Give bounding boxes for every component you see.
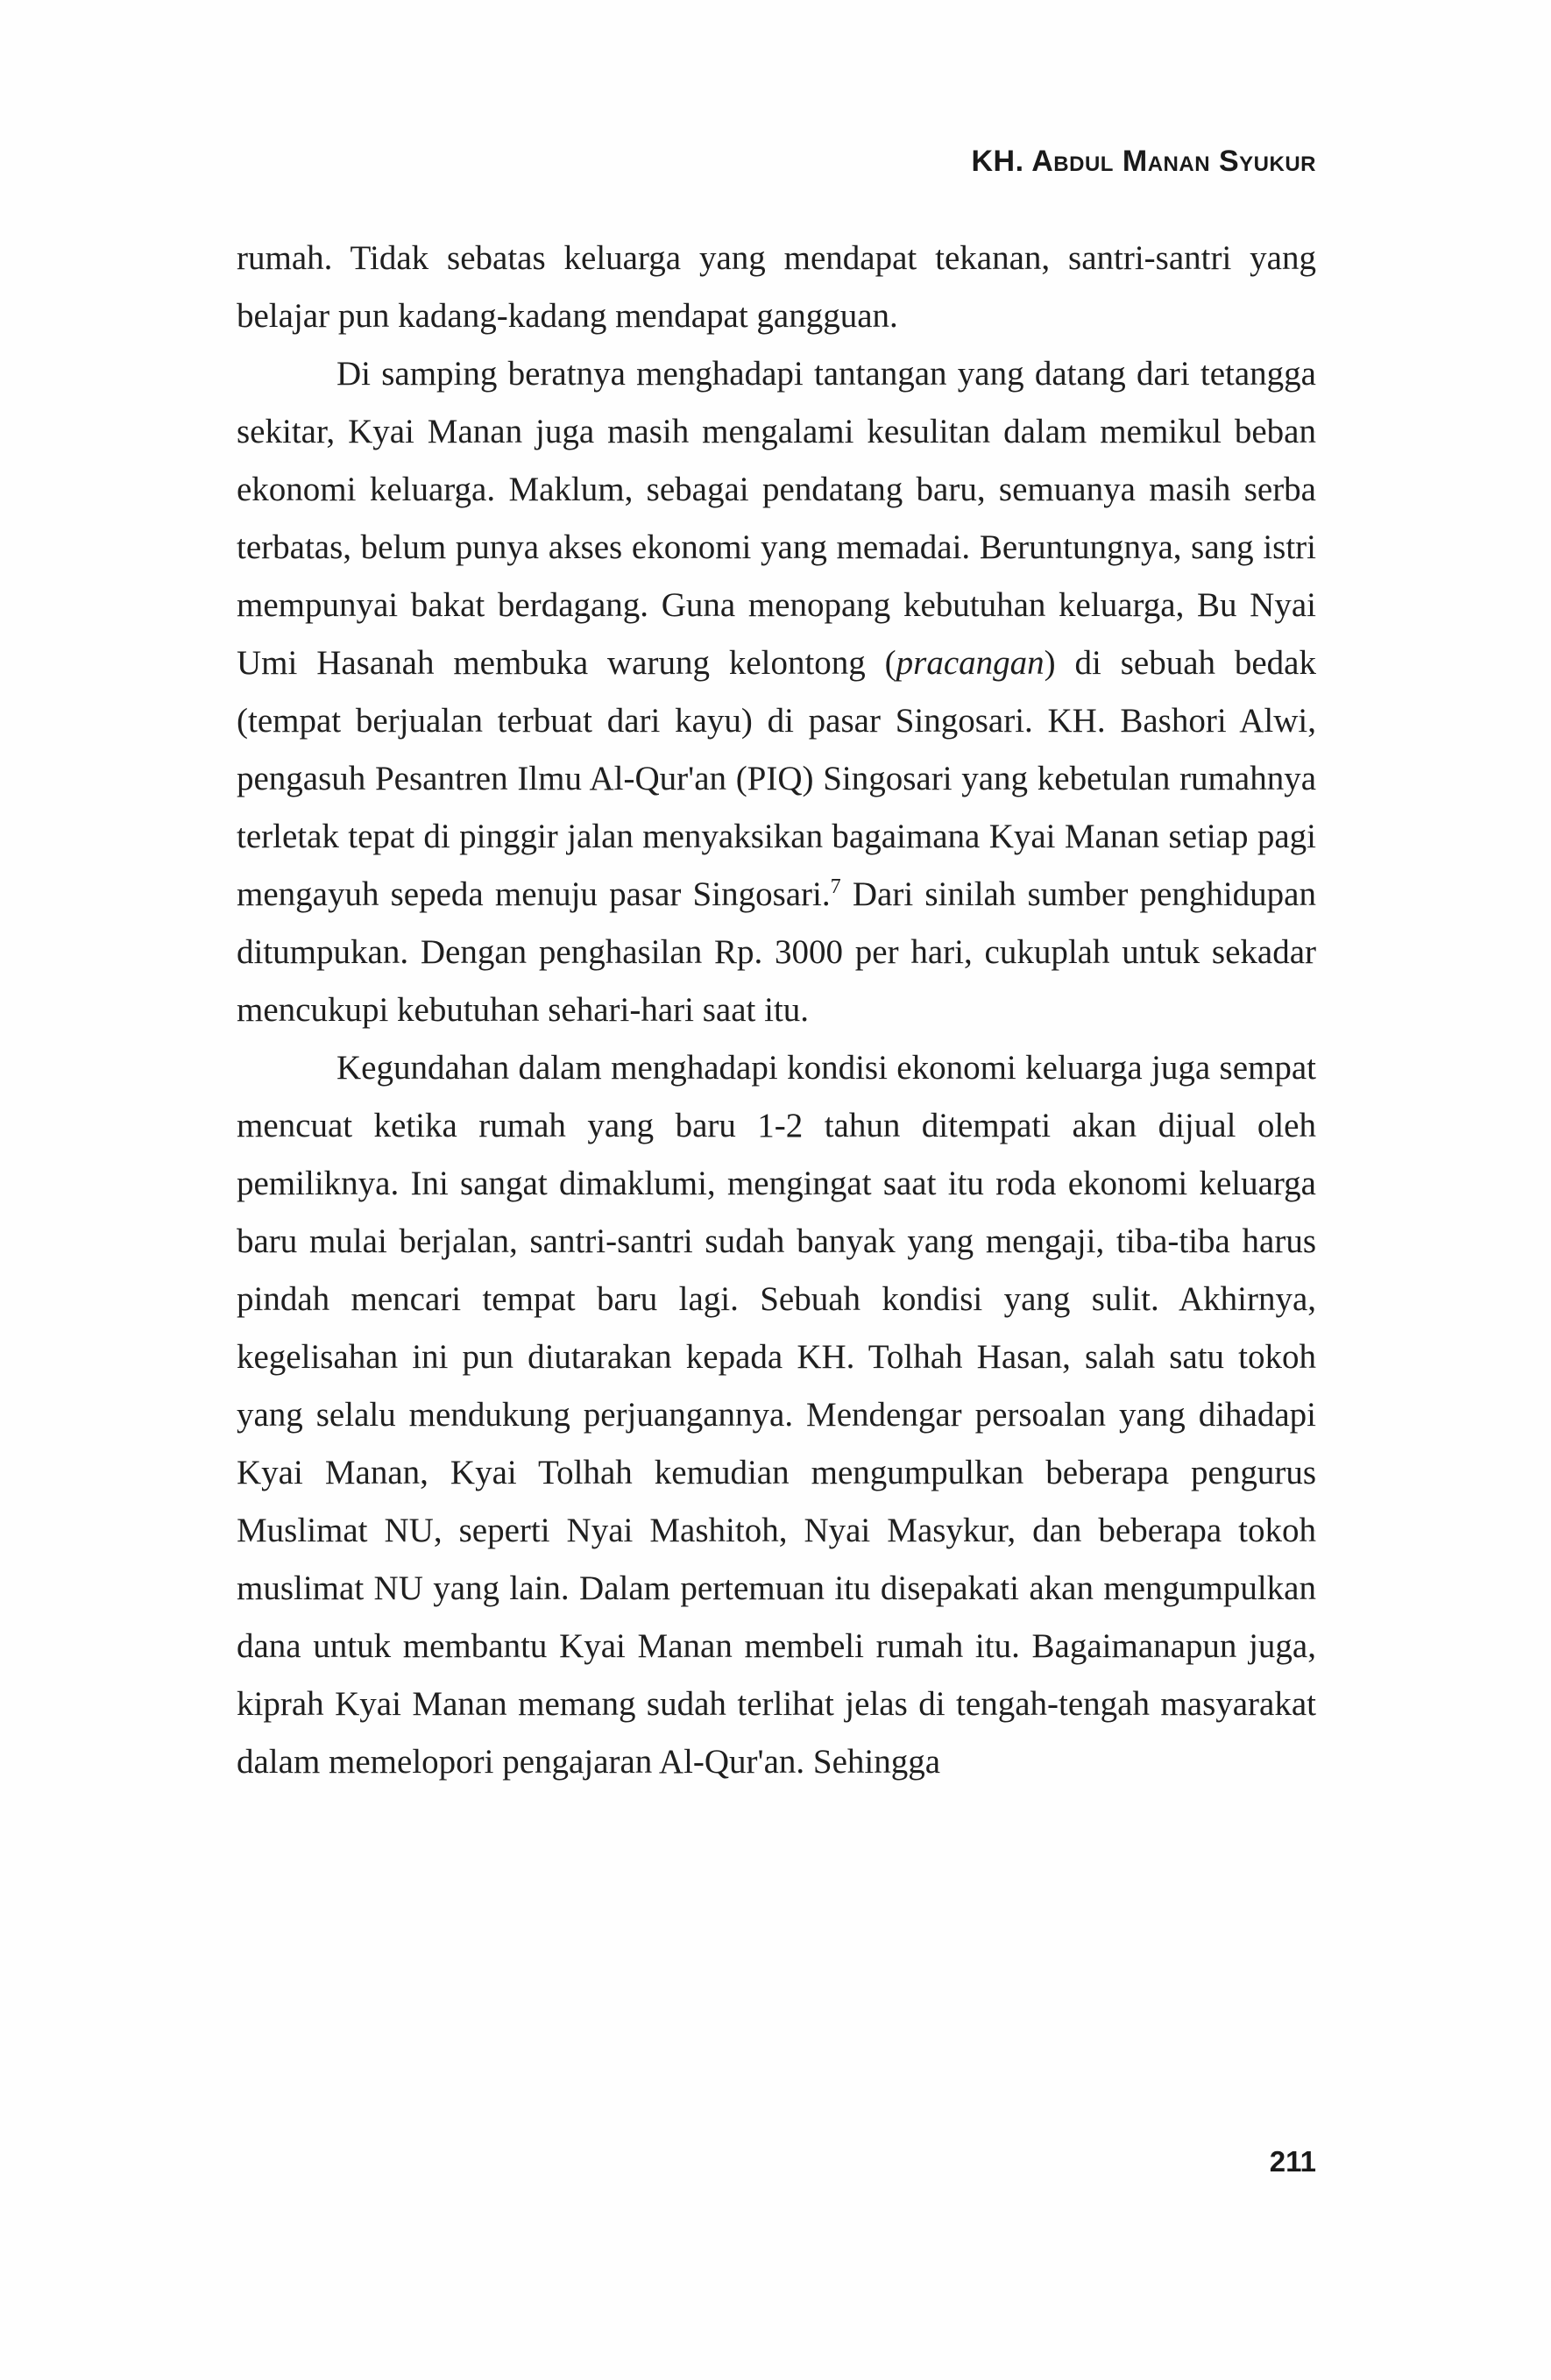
text-run: Di samping beratnya menghadapi tantangan yang datang dari tetangga sekitar, Kyai Manan juga masih mengalami kesulitan dalam memikul beban ekonomi keluarga. Maklum, sebagai pendatang baru, semuanya masih serba terbatas, belum punya akses ekonomi yang memadai. Beruntungnya, sang istri mempunyai bakat berdagang. Guna menopang kebutuhan keluarga, Bu Nyai Umi Hasanah membuka warung kelontong (	[237, 355, 1316, 682]
paragraph	[237, 1039, 1316, 1791]
page-footer	[237, 2145, 1316, 2178]
page-header	[237, 145, 1316, 179]
italic-term: pracangan	[896, 644, 1045, 682]
text-run: Dari sinilah sumber penghidupan ditumpukan. Dengan penghasilan Rp. 3000 per hari, cukuplah untuk sekadar mencukupi kebutuhan sehari-hari saat itu.	[237, 875, 1316, 1029]
paragraph	[237, 345, 1316, 1039]
text-run: Kegundahan dalam menghadapi kondisi ekonomi keluarga juga sempat mencuat ketika rumah yang baru 1-2 tahun ditempati akan dijual oleh pemiliknya. Ini sangat dimaklumi, mengingat saat itu roda ekonomi keluarga baru mulai berjalan, santri-santri sudah banyak yang mengaji, tiba-tiba harus pindah mencari tempat baru lagi. Sebuah kondisi yang sulit. Akhirnya, kegelisahan ini pun diutarakan kepada KH. Tolhah Hasan, salah satu tokoh yang selalu mendukung perjuangannya. Mendengar persoalan yang dihadapi Kyai Manan, Kyai Tolhah kemudian mengumpulkan beberapa pengurus Muslimat NU, seperti Nyai Mashitoh, Nyai Masykur, dan beberapa tokoh muslimat NU yang lain. Dalam pertemuan itu disepakati akan mengumpulkan dana untuk membantu Kyai Manan membeli rumah itu. Bagaimanapun juga, kiprah Kyai Manan memang sudah terlihat jelas di tengah-tengah masyarakat dalam memelopori pengajaran Al-Qur'an. Sehingga	[237, 1049, 1316, 1781]
paragraph	[237, 230, 1316, 345]
footnote-reference: 7	[830, 875, 841, 898]
page-number: 211	[1269, 2145, 1316, 2178]
text-run: ) di sebuah bedak (tempat berjualan terbuat dari kayu) di pasar Singosari. KH. Bashori Alwi, pengasuh Pesantren Ilmu Al-Qur'an (PIQ) Singosari yang kebetulan rumahnya terletak tepat di pinggir jalan menyaksikan bagaimana Kyai Manan setiap pagi mengayuh sepeda menuju pasar Singosari.	[237, 644, 1316, 913]
running-header-title: KH. Abdul Manan Syukur	[971, 145, 1316, 178]
body-text	[237, 230, 1316, 1791]
text-run: rumah. Tidak sebatas keluarga yang mendapat tekanan, santri-santri yang belajar pun kadang-kadang mendapat gangguan.	[237, 239, 1316, 335]
